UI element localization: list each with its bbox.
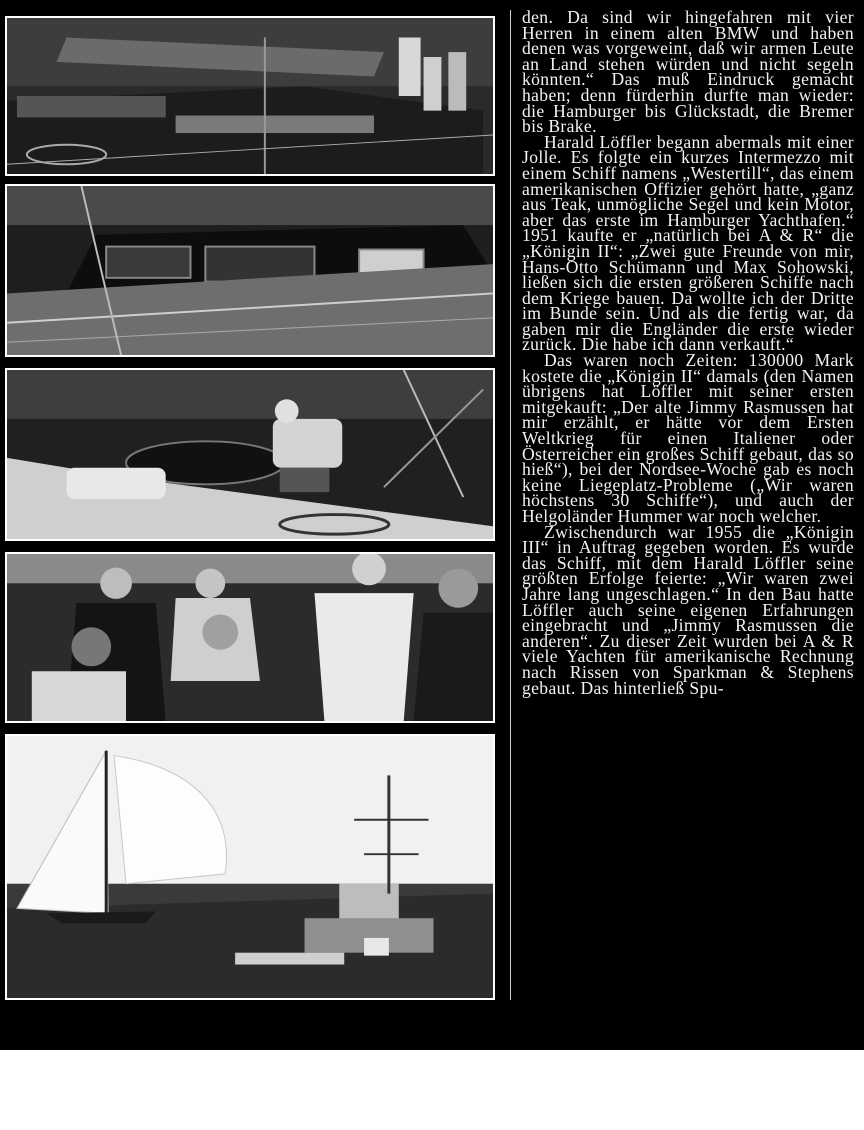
article-text-column [522,7,854,1002]
article-paragraph: Harald Löffler begann abermals mit einer Jolle. Es folgte ein kurzes Intermezzo mit einem Schiff namens „Westertill“, das einem amerikanischen Offizier gehört hatte, „ganz aus Teak, unmögliche Segel und kein Motor, aber das erste im Hamburger Yachthafen.“ 1951 kaufte er „natürlich bei A & R“ die „Königin II“: „Zwei gute Freunde von mir, Hans-Otto Schümann und Max Sohowski, ließen sich die ersten größeren Schiffe nach dem Kriege bauen. Da wollte ich der Dritte im Bunde sein. Und als die fertig war, da gaben mir die Engländer die erste wieder zurück. Die habe ich dann verkauft.“ [522,131,854,355]
column-divider [510,10,511,1000]
article-paragraph: Das waren noch Zeiten: 130000 Mark kostete die „Königin II“ damals (den Namen übrigens hat Löffler mit seiner ersten mitgekauft: „Der alte Jimmy Rasmussen hat mir erzählt, er hätte vor dem Ersten Weltkrieg für einen Italiener oder Österreicher ein großes Schiff gebaut, das so hieß“), bei der Nordsee-Woche gab es noch keine Liegeplatz-Probleme („Wir waren höchstens 30 Schiffe“), und auch der Helgoländer Hummer war noch welcher. [522,350,854,526]
article-paragraph: Zwischendurch war 1955 die „Königin III“ in Auftrag gegeben worden. Es wurde das Schiff, mit dem Harald Löffler seine größten Erfolge feierte: „Wir waren zwei Jahre lang ungeschlagen.“ In den Bau hatte Löffler auch seine eigenen Erfahrungen eingebracht und „Jimmy Rasmussen die anderen“. Zu dieser Zeit wurden bei A & R viele Yachten für amerikanische Rechnung nach Rissen von Sparkman & Stephens gebaut. Das hinterließ Spu- [522,521,854,698]
photo-yacht-cabin [5,184,495,357]
photo-helmsman [5,368,495,541]
article-paragraph: den. Da sind wir hingefahren mit vier Herren in einem alten BMW und haben denen was vorgeweint, daß wir armen Leute an Land stehen würden und nicht segeln könnten.“ Das muß Eindruck gemacht haben; denn fürderhin durfte man wieder: die Hamburger bis Glückstadt, die Bremer bis Brake. [522,7,854,137]
photo-sailing-yacht [5,734,495,1000]
photo-group-of-men [5,552,495,723]
photo-yacht-deck [5,16,495,176]
